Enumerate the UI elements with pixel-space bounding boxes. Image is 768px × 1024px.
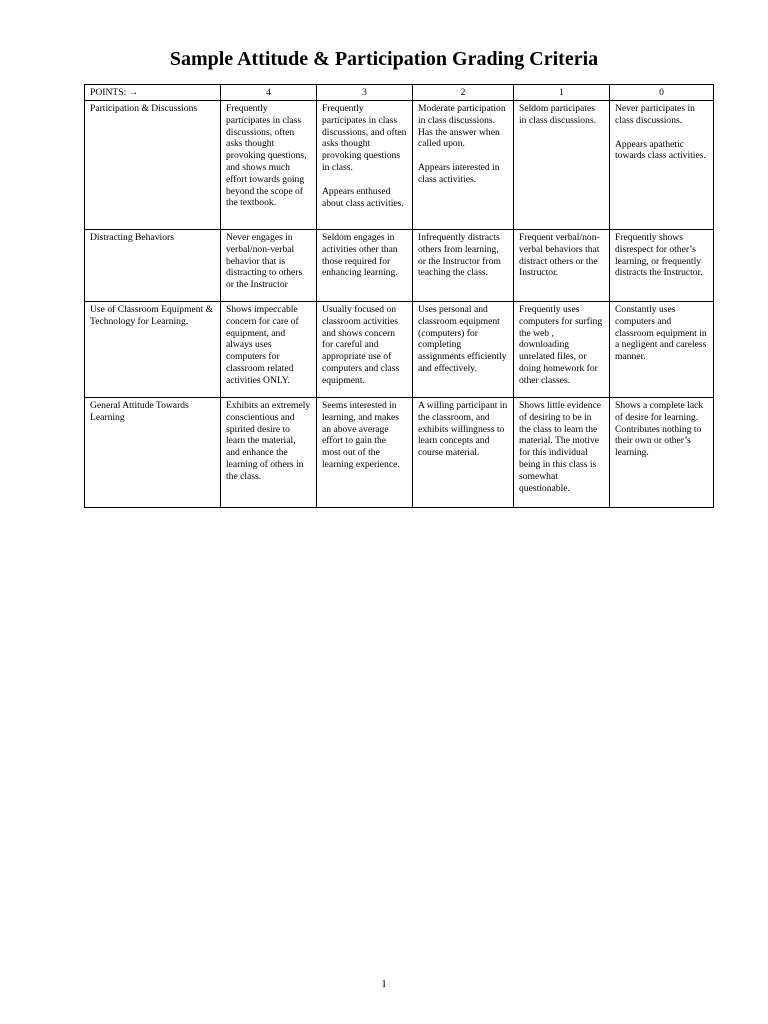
criterion-cell	[514, 230, 610, 302]
criterion-cell	[317, 302, 413, 398]
cell-text: Uses personal and classroom equipment (computers) for completing assignments efficiently and effectively.	[418, 304, 507, 374]
criteria-row-attitude	[85, 398, 714, 508]
criterion-cell	[514, 398, 610, 508]
cell-text: Appears enthused about class activities.	[322, 185, 404, 209]
points-label: POINTS: →	[85, 85, 221, 101]
cell-text: Seldom engages in activities other than those required for enhancing learning.	[322, 232, 398, 279]
criterion-cell	[221, 302, 317, 398]
criterion-cell	[514, 302, 610, 398]
cell-text: Appears interested in class activities.	[418, 162, 500, 185]
criterion-cell	[514, 101, 610, 230]
criterion-cell	[221, 398, 317, 508]
grading-criteria-table	[84, 84, 714, 508]
criterion-cell	[317, 230, 413, 302]
cell-text: Moderate participation in class discussions. Has the answer when called upon.	[418, 103, 506, 150]
criteria-row-equipment	[85, 302, 714, 398]
cell-text: Frequent verbal/non-verbal behaviors that distract others or the Instructor.	[519, 232, 600, 279]
cell-text: Shows a complete lack of desire for learning. Contributes nothing to their own or other’s learning.	[615, 400, 704, 459]
points-header-row	[85, 85, 714, 101]
cell-text: Seldom participates in class discussions.	[519, 103, 597, 126]
cell-text: Frequently shows disrespect for other’s learning, or frequently distracts the Instructor.	[615, 232, 703, 279]
points-value-2: 2	[413, 85, 514, 101]
cell-text: Usually focused on classroom activities and shows concern for careful and appropriate use of computers and class equipment.	[322, 304, 400, 386]
criterion-cell	[610, 398, 714, 508]
points-value-0: 0	[610, 85, 714, 101]
cell-text: Constantly uses computers and classroom equipment in a negligent and careless manner.	[615, 304, 707, 363]
page-title: Sample Attitude & Participation Grading Criteria	[169, 48, 599, 70]
criterion-cell	[317, 398, 413, 508]
cell-text: Exhibits an extremely conscientious and spirited desire to learn the material, and enhance the learning of others in the class.	[226, 400, 311, 482]
criterion-label: Use of Classroom Equipment & Technology for Learning.	[85, 302, 221, 398]
cell-text: Never engages in verbal/non-verbal behavior that is distracting to others or the Instructor	[226, 232, 303, 291]
criterion-cell	[221, 230, 317, 302]
cell-text: Shows impeccable concern for care of equipment, and always uses computers for classroom related activities ONLY.	[226, 304, 299, 386]
cell-text: Shows little evidence of desiring to be in the class to learn the material. The motive for this individual being in this class is somewhat questionable.	[519, 400, 602, 494]
criterion-label: Distracting Behaviors	[85, 230, 221, 302]
criteria-row-participation	[85, 101, 714, 230]
criterion-cell	[317, 101, 413, 230]
criterion-label: Participation & Discussions	[85, 101, 221, 230]
criterion-cell	[413, 230, 514, 302]
cell-text: Never participates in class discussions.	[615, 103, 695, 126]
cell-text: Appears apathetic towards class activities.	[615, 138, 706, 162]
cell-text: A willing participant in the classroom, and exhibits willingness to learn concepts and course material.	[418, 400, 508, 459]
page-number: 1	[381, 978, 387, 990]
criterion-cell	[413, 101, 514, 230]
cell-text: Seems interested in learning, and makes an above average effort to gain the most out of the learning experience.	[322, 400, 400, 470]
cell-text: Infrequently distracts others from learning, or the Instructor from teaching the class.	[418, 232, 501, 279]
cell-text: Frequently participates in class discussions, often asks thought provoking questions, and shows much effort towards going beyond the scope of the textbook.	[226, 103, 307, 209]
criterion-label: General Attitude Towards Learning	[85, 398, 221, 508]
criterion-cell	[413, 398, 514, 508]
cell-text: Frequently participates in class discussions, and often asks thought provoking questions in class.	[322, 103, 407, 173]
criterion-cell	[413, 302, 514, 398]
points-value-3: 3	[317, 85, 413, 101]
criteria-row-distracting	[85, 230, 714, 302]
cell-text: Frequently uses computers for surfing the web , downloading unrelated files, or doing homework for other classes.	[519, 304, 603, 386]
criterion-cell	[221, 101, 317, 230]
criterion-cell	[610, 302, 714, 398]
criterion-cell	[610, 101, 714, 230]
points-value-1: 1	[514, 85, 610, 101]
points-value-4: 4	[221, 85, 317, 101]
criterion-cell	[610, 230, 714, 302]
